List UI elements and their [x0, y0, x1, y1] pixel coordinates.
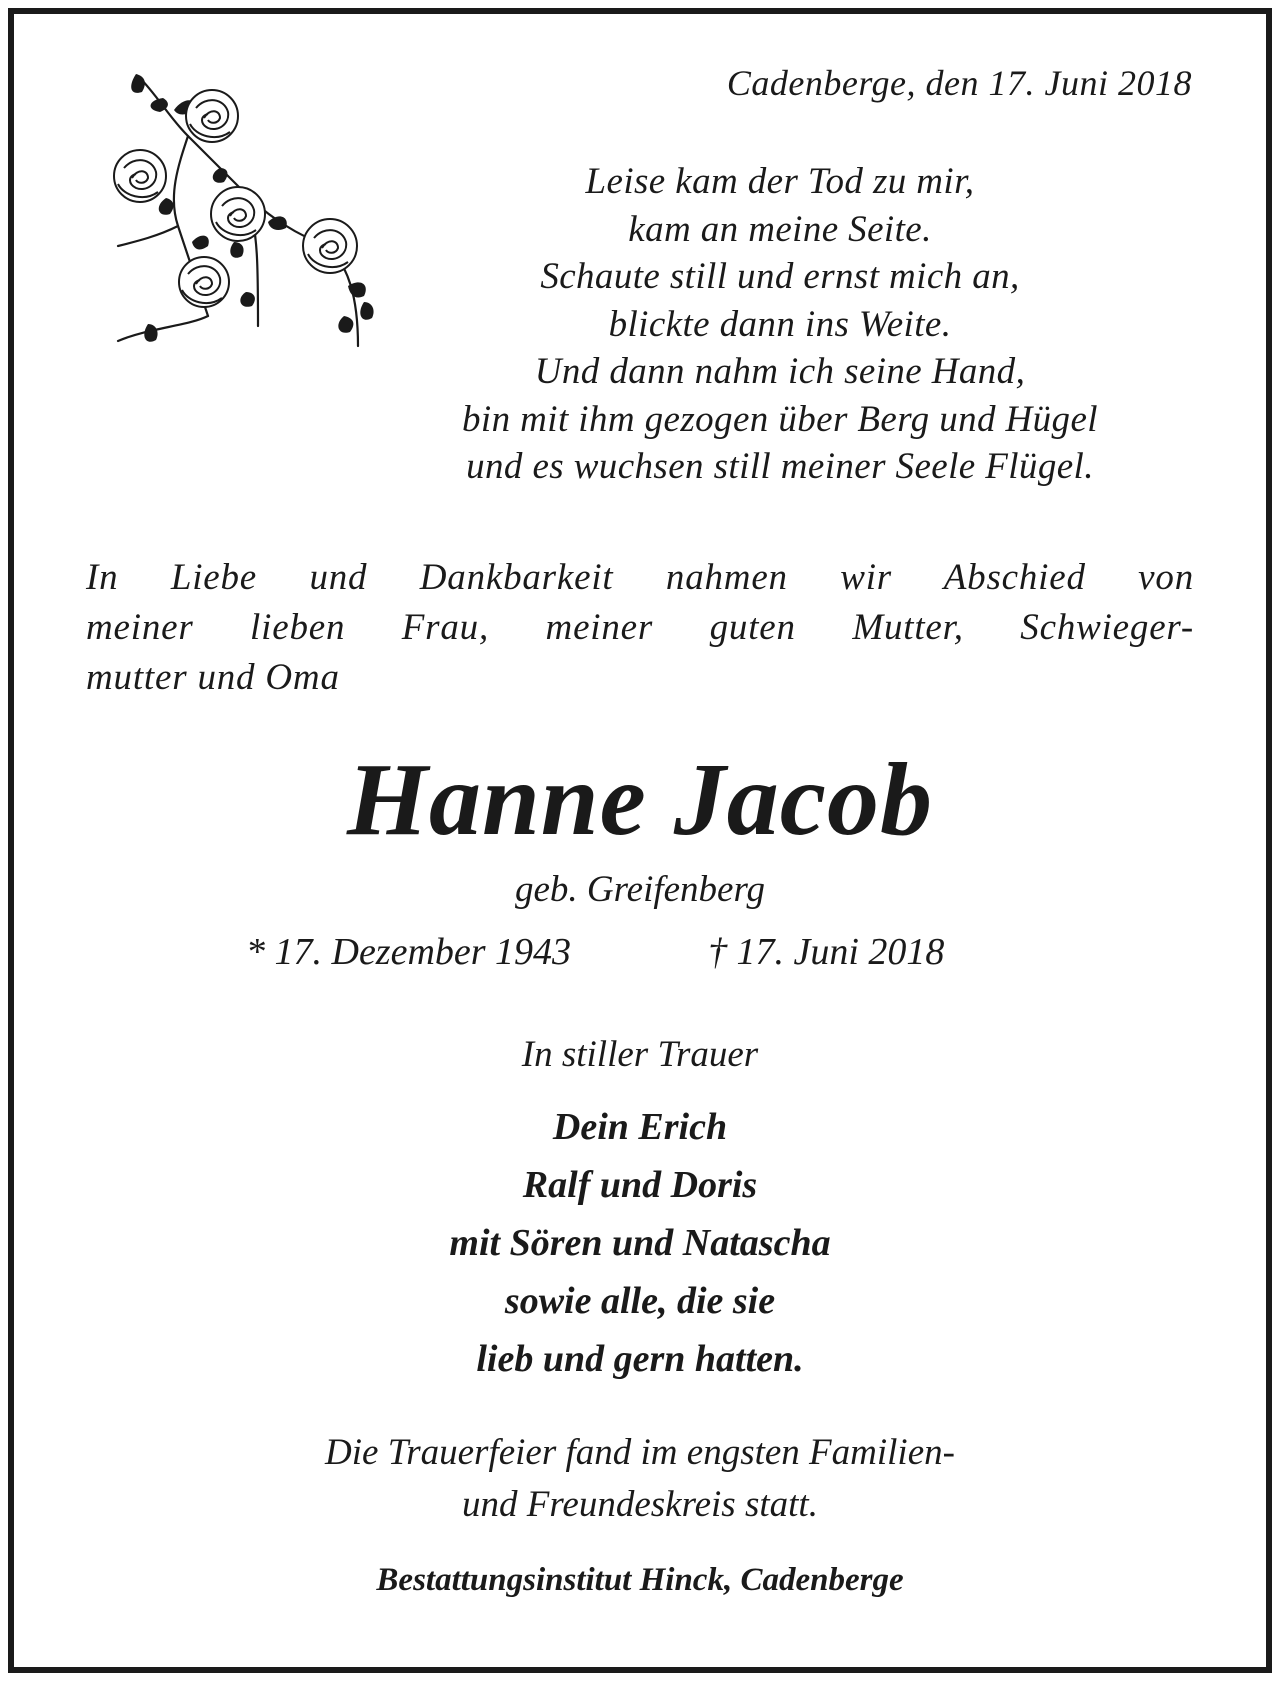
ceremony-line: Die Trauerfeier fand im engsten Familien-: [325, 1432, 955, 1473]
poem-line: Und dann nahm ich seine Hand,: [534, 351, 1026, 392]
maiden-name: geb. Greifenberg: [514, 869, 766, 910]
mourner-line: lieb und gern hatten.: [476, 1338, 804, 1380]
birth-date: * 17. Dezember 1943: [246, 931, 572, 973]
mourner-line: mit Sören und Natascha: [449, 1222, 831, 1264]
roses-branch-icon: [108, 66, 398, 368]
poem-line: kam an meine Seite.: [628, 208, 932, 250]
mourners-list: [0, 1098, 1280, 1388]
poem-line: Schaute still und ernst mich an,: [540, 256, 1020, 297]
undertaker-credit: Bestattungsinstitut Hinck, Cadenberge: [376, 1562, 904, 1598]
deceased-name: Hanne Jacob: [347, 742, 933, 857]
death-date: † 17. Juni 2018: [708, 931, 945, 973]
poem-line: bin mit ihm gezogen über Berg und Hügel: [462, 398, 1098, 440]
poem-line: blickte dann ins Weite.: [608, 303, 952, 345]
intro-line: meiner lieben Frau, meiner guten Mutter, Schwieger-: [86, 607, 1194, 648]
ceremony-note: [0, 1427, 1280, 1531]
mourner-line: Ralf und Doris: [522, 1164, 758, 1206]
poem-line: Leise kam der Tod zu mir,: [585, 161, 975, 202]
intro-line: In Liebe und Dankbarkeit nahmen wir Abschied von: [86, 557, 1194, 598]
mourning-heading: In stiller Trauer: [521, 1034, 759, 1075]
intro-text: [86, 553, 1194, 703]
ceremony-line: und Freundeskreis statt.: [462, 1484, 818, 1525]
place-date: Cadenberge, den 17. Juni 2018: [726, 63, 1192, 103]
poem: [360, 158, 1200, 491]
poem-line: und es wuchsen still meiner Seele Flügel.: [466, 446, 1094, 487]
mourner-line: Dein Erich: [552, 1106, 728, 1148]
intro-line: mutter und Oma: [86, 657, 340, 698]
mourner-line: sowie alle, die sie: [504, 1280, 776, 1322]
